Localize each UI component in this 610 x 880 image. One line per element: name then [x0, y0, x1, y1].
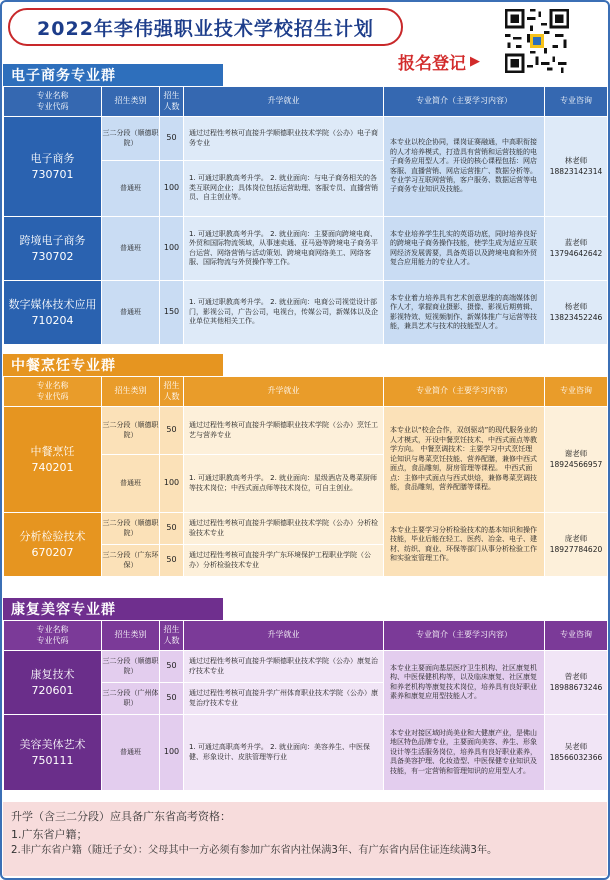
table-row: [4, 407, 608, 455]
header-path: 升学就业: [184, 87, 384, 117]
notes-heading: 升学（含三二分段）应具备广东省高考资格：: [11, 810, 231, 823]
path: 1. 可通过职教高考升学。 2. 就业面向：电商公司视觉设计部门，影视公司，广告公司，电视台，传媒公司，新媒体以及企业单位其他相关工作。: [184, 281, 384, 345]
path: 1. 可通过职教高考升学。 2. 就业面向：星级酒店及粤菜厨师等技术岗位；中西式面点师等技术岗位，可自主创业。: [184, 455, 384, 513]
register-button[interactable]: 报名登记 ▶: [398, 54, 480, 74]
quota: 100: [160, 455, 184, 513]
category: 三二分段（顺德职院）: [102, 513, 160, 545]
major-name: 美容美体艺术 750111: [4, 715, 102, 791]
header-contact: 专业咨询: [545, 621, 608, 651]
intro: 本专业对接区域时尚美业和大健康产业，是佛山地区特色品牌专业，主要面向美容、养生、形象设计等生活服务岗位，培养具有良好职业素养，具备美容护理、化妆造型、中医保健专业知识及技能，有一定营销和管理知识的应用型人才。: [384, 715, 545, 791]
intro: 本专业主要学习分析检验技术的基本知识和操作技能，毕业后能在轻工、医药、冶金、电子、建材、纺织、商业、环保等部门从事分析检验工作和实验室管理工作。: [384, 513, 545, 577]
path: 1. 可通过高职高考升学。 2. 就业面向：美容养生、中医保健、形象设计、皮肤管理等行业: [184, 715, 384, 791]
header-quota: 招生人数: [160, 621, 184, 651]
header-contact: 专业咨询: [545, 377, 608, 407]
path: 通过过程性考核可直接升学广东环境保护工程职业学院（公办）分析检验技术专业: [184, 545, 384, 577]
section-rehab-beauty: [3, 598, 607, 791]
path: 通过过程性考核可直接升学顺德职业技术学院（公办）康复治疗技术专业: [184, 651, 384, 683]
quota: 50: [160, 407, 184, 455]
major-name: 跨境电子商务 730702: [4, 217, 102, 281]
header-category: 招生类别: [102, 377, 160, 407]
table-row: [4, 117, 608, 161]
section-ecommerce: [3, 64, 607, 345]
contact: 吴老师 18566032366: [545, 715, 608, 791]
header-path: 升学就业: [184, 621, 384, 651]
header-path: 升学就业: [184, 377, 384, 407]
quota: 150: [160, 281, 184, 345]
table-row: [4, 651, 608, 683]
table-row: [4, 513, 608, 545]
path: 1. 可通过职教高考升学。 2. 就业面向：与电子商务相关的各类互联网企业；具体岗位包括运营助理、客服专员、直播营销员、自主创业等。: [184, 161, 384, 217]
header-major: 专业名称 专业代码: [4, 377, 102, 407]
table-header-row: [4, 87, 608, 117]
header-major: 专业名称 专业代码: [4, 87, 102, 117]
contact: 林老师 18823142314: [545, 117, 608, 217]
notes-line: 1.广东省户籍；: [11, 827, 88, 841]
section-banner: 康复美容专业群: [3, 598, 223, 620]
category: 普通班: [102, 455, 160, 513]
section-cooking: [3, 354, 607, 577]
path: 1. 可通过职教高考升学。 2. 就业面向：主要面向跨境电商、外贸和国际物流领域，从事速卖通、亚马逊等跨境电子商务平台运营、网络营销与活动策划、跨境电商网络美工、网络客服、国际物流与外贸操作等工作。: [184, 217, 384, 281]
category: 三二分段（顺德职院）: [102, 651, 160, 683]
quota: 50: [160, 513, 184, 545]
category: 三二分段（顺德职院）: [102, 117, 160, 161]
intro: 本专业以校企协同，课岗证赛融通，中高职衔接的人才培养模式，打造具有营销和运营技能的电子商务应用型人才。开设的核心课程包括：网店客服、直播营销、网店运营推广、数据分析等。专业学习互联网营销，客户服务、数据运营等电子商务专业知识及技能。: [384, 117, 545, 217]
contact: 曾老师 18988673246: [545, 651, 608, 715]
quota: 50: [160, 683, 184, 715]
arrow-right-icon: ▶: [470, 54, 480, 69]
quota: 100: [160, 161, 184, 217]
major-name: 中餐烹饪 740201: [4, 407, 102, 513]
path: 通过过程性考核可直接升学顺德职业技术学院（公办）分析检验技术专业: [184, 513, 384, 545]
table-header-row: [4, 377, 608, 407]
category: 普通班: [102, 217, 160, 281]
header-quota: 招生人数: [160, 377, 184, 407]
header-contact: 专业咨询: [545, 87, 608, 117]
contact: 杨老师 13823452246: [545, 281, 608, 345]
path: 通过过程性考核可直接升学顺德职业技术学院（公办）烹饪工艺与营养专业: [184, 407, 384, 455]
quota: 50: [160, 651, 184, 683]
rehab-beauty-table: [3, 620, 608, 791]
quota: 50: [160, 545, 184, 577]
intro: 本专业着力培养具有艺术创意思维的高端媒体创作人才，掌握商业摄影、摄像、影视后期剪辑、影视特效、短视频制作、新媒体推广与运营等技能，兼具艺术与技术的技能型人才。: [384, 281, 545, 345]
major-name: 电子商务 730701: [4, 117, 102, 217]
contact: 蓝老师 13794642642: [545, 217, 608, 281]
category: 三二分段（广州体职）: [102, 683, 160, 715]
intro: 本专业主要面向基层医疗卫生机构、社区康复机构、中医保健机构等，以及临床康复、社区康复和养老机构等康复技术岗位，培养具有良好职业素养和康复应用型技能人才。: [384, 651, 545, 715]
contact: 谢老师 18924566957: [545, 407, 608, 513]
quota: 50: [160, 117, 184, 161]
table-row: [4, 281, 608, 345]
category: 普通班: [102, 161, 160, 217]
table-row: [4, 217, 608, 281]
notes-line: 2.非广东省户籍（随迁子女）：父母其中一方必须有参加广东省内社保满3年、有广东省内居住证连续满3年。: [11, 845, 498, 857]
header-intro: 专业简介（主要学习内容）: [384, 377, 545, 407]
contact: 庞老师 18927784620: [545, 513, 608, 577]
header-major: 专业名称 专业代码: [4, 621, 102, 651]
ecommerce-table: [3, 86, 608, 345]
category: 普通班: [102, 281, 160, 345]
quota: 100: [160, 715, 184, 791]
path: 通过过程性考核可直接升学顺德职业技术学院（公办）电子商务专业: [184, 117, 384, 161]
category: 三二分段（顺德职院）: [102, 407, 160, 455]
path: 通过过程性考核可直接升学广州体育职业技术学院（公办）康复治疗技术专业: [184, 683, 384, 715]
category: 三二分段（广东环保）: [102, 545, 160, 577]
major-name: 康复技术 720601: [4, 651, 102, 715]
header-category: 招生类别: [102, 87, 160, 117]
major-name: 数字媒体技术应用 710204: [4, 281, 102, 345]
intro: 本专业以“校企合作，双创驱动”的现代服务业的人才模式，开设中餐烹饪技术、中西式面点等教学方向。 中餐烹调技术：主要学习中式烹饪理论知识与粤菜烹饪技能、营养配膳，兼修中西式面点，食品雕刻，厨房管理等课程。 中西式面点：主修中式面点与西式烘焙，兼修粤菜烹调技能，食品雕刻，营养配膳等课程。: [384, 407, 545, 513]
header-intro: 专业简介（主要学习内容）: [384, 87, 545, 117]
section-banner: 电子商务专业群: [3, 64, 223, 86]
header-intro: 专业简介（主要学习内容）: [384, 621, 545, 651]
major-name: 分析检验技术 670207: [4, 513, 102, 577]
quota: 100: [160, 217, 184, 281]
section-banner: 中餐烹饪专业群: [3, 354, 223, 376]
table-row: [4, 715, 608, 791]
page-title: 2022年李伟强职业技术学校招生计划: [8, 8, 403, 46]
category: 普通班: [102, 715, 160, 791]
header-quota: 招生人数: [160, 87, 184, 117]
table-header-row: [4, 621, 608, 651]
admission-notes: [3, 802, 607, 876]
header-category: 招生类别: [102, 621, 160, 651]
cooking-table: [3, 376, 608, 577]
intro: 本专业培养学生扎实的英语功底，同时培养良好的跨境电子商务操作技能，使学生成为适应互联网经济发展需要，具备英语以及跨境电商和外贸复合应用能力的专业人才。: [384, 217, 545, 281]
